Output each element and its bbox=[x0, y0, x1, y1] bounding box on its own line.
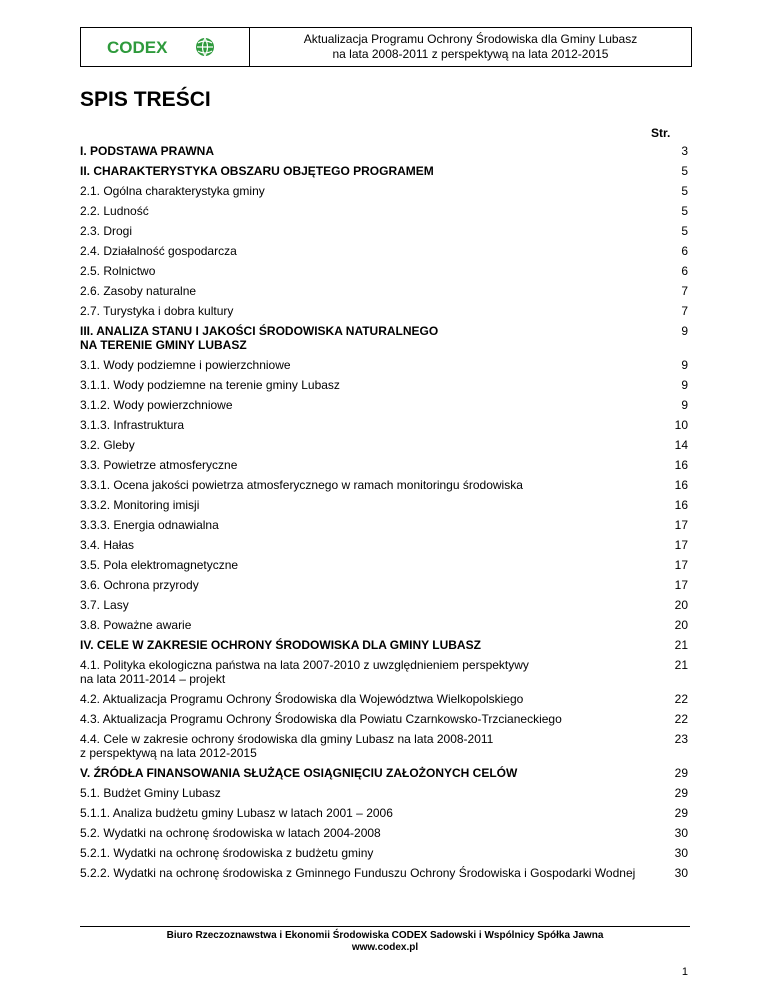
toc-entry-page: 20 bbox=[674, 598, 688, 612]
toc-entry-title: 3.3. Powietrze atmosferyczne bbox=[80, 458, 238, 472]
toc-entry-page: 22 bbox=[674, 712, 688, 726]
toc-entry bbox=[80, 182, 688, 202]
toc-entry bbox=[80, 496, 688, 516]
toc-entry-page: 7 bbox=[681, 284, 688, 298]
toc-entry-title: 2.3. Drogi bbox=[80, 224, 133, 238]
toc-entry-title: 3.8. Poważne awarie bbox=[80, 618, 192, 632]
toc-entry bbox=[80, 162, 688, 182]
footer-divider bbox=[80, 926, 690, 927]
toc-entry-page: 29 bbox=[674, 786, 688, 800]
toc-entry bbox=[80, 282, 688, 302]
toc-entry bbox=[80, 596, 688, 616]
toc-entry bbox=[80, 576, 688, 596]
toc-entry-title: 2.1. Ogólna charakterystyka gminy bbox=[80, 184, 265, 198]
toc-entry-page: 9 bbox=[681, 378, 688, 392]
toc-entry bbox=[80, 376, 688, 396]
page-column-label: Str. bbox=[651, 126, 671, 140]
toc-entry bbox=[80, 222, 688, 242]
toc-entry-title: 3.7. Lasy bbox=[80, 598, 129, 612]
toc-entry bbox=[80, 516, 688, 536]
toc-entry-title: I. PODSTAWA PRAWNA bbox=[80, 144, 215, 158]
toc-entry-title: 3.3.2. Monitoring imisji bbox=[80, 498, 200, 512]
toc-entry-page: 3 bbox=[681, 144, 688, 158]
codex-logo-icon bbox=[105, 36, 225, 58]
toc-entry-page: 30 bbox=[674, 866, 688, 880]
toc-entry bbox=[80, 456, 688, 476]
toc-entry-title: 3.1.2. Wody powierzchniowe bbox=[80, 398, 233, 412]
toc-entry-title: 2.5. Rolnictwo bbox=[80, 264, 156, 278]
toc-entry-title: 2.4. Działalność gospodarcza bbox=[80, 244, 237, 258]
toc-entry bbox=[80, 202, 688, 222]
toc-entry bbox=[80, 784, 688, 804]
toc-entry-title: 3.1. Wody podziemne i powierzchniowe bbox=[80, 358, 291, 372]
toc-entry-title: 2.6. Zasoby naturalne bbox=[80, 284, 197, 298]
table-of-contents bbox=[80, 142, 688, 884]
document-title: SPIS TREŚCI bbox=[80, 88, 211, 111]
toc-entry-page: 23 bbox=[674, 732, 688, 746]
toc-entry bbox=[80, 616, 688, 636]
toc-entry bbox=[80, 764, 688, 784]
header-title-line1: Aktualizacja Programu Ochrony Środowiska dla Gminy Lubasz bbox=[303, 32, 638, 46]
toc-entry-title: 3.6. Ochrona przyrody bbox=[80, 578, 199, 592]
toc-entry-title: II. CHARAKTERYSTYKA OBSZARU OBJĘTEGO PROGRAMEM bbox=[80, 164, 434, 178]
toc-entry bbox=[80, 356, 688, 376]
toc-entry-title: 5.2. Wydatki na ochronę środowiska w latach 2004-2008 bbox=[80, 826, 381, 840]
toc-entry-page: 7 bbox=[681, 304, 688, 318]
toc-entry-page: 16 bbox=[674, 478, 688, 492]
toc-entry-page: 16 bbox=[674, 458, 688, 472]
toc-entry-title: 4.4. Cele w zakresie ochrony środowiska dla gminy Lubasz na lata 2008-2011 z perspektywą na lata 2012-2015 bbox=[80, 732, 494, 760]
toc-entry-page: 5 bbox=[681, 224, 688, 238]
toc-entry bbox=[80, 844, 688, 864]
toc-entry bbox=[80, 322, 688, 356]
toc-entry-title: IV. CELE W ZAKRESIE OCHRONY ŚRODOWISKA DLA GMINY LUBASZ bbox=[80, 638, 481, 652]
toc-entry-page: 9 bbox=[681, 398, 688, 412]
toc-entry-page: 5 bbox=[681, 204, 688, 218]
toc-entry-title: 4.2. Aktualizacja Programu Ochrony Środowiska dla Województwa Wielkopolskiego bbox=[80, 692, 524, 706]
toc-entry-page: 29 bbox=[674, 766, 688, 780]
page-footer bbox=[80, 930, 690, 954]
toc-entry bbox=[80, 864, 688, 884]
toc-entry bbox=[80, 142, 688, 162]
toc-entry-page: 22 bbox=[674, 692, 688, 706]
toc-entry-title: 3.2. Gleby bbox=[80, 438, 135, 452]
toc-entry-title: 3.4. Hałas bbox=[80, 538, 135, 552]
toc-entry bbox=[80, 804, 688, 824]
toc-entry-page: 9 bbox=[681, 324, 688, 338]
toc-entry-title: 5.1.1. Analiza budżetu gminy Lubasz w latach 2001 – 2006 bbox=[80, 806, 393, 820]
toc-entry bbox=[80, 710, 688, 730]
toc-entry bbox=[80, 242, 688, 262]
header-title-line2: na lata 2008-2011 z perspektywą na lata 2012-2015 bbox=[332, 47, 609, 61]
toc-entry bbox=[80, 556, 688, 576]
toc-entry bbox=[80, 636, 688, 656]
toc-entry-page: 17 bbox=[674, 518, 688, 532]
toc-entry-page: 10 bbox=[674, 418, 688, 432]
page-number: 1 bbox=[681, 966, 688, 978]
toc-entry-page: 21 bbox=[674, 638, 688, 652]
toc-entry-page: 29 bbox=[674, 806, 688, 820]
toc-entry bbox=[80, 476, 688, 496]
toc-entry-page: 20 bbox=[674, 618, 688, 632]
toc-entry-page: 6 bbox=[681, 264, 688, 278]
footer-company: Biuro Rzeczoznawstwa i Ekonomii Środowiska CODEX Sadowski i Wspólnicy Spółka Jawna bbox=[166, 930, 604, 941]
toc-entry-title: 2.2. Ludność bbox=[80, 204, 149, 218]
toc-entry-title: 5.2.1. Wydatki na ochronę środowiska z budżetu gminy bbox=[80, 846, 374, 860]
toc-entry bbox=[80, 656, 688, 690]
toc-entry-page: 6 bbox=[681, 244, 688, 258]
toc-entry-page: 14 bbox=[674, 438, 688, 452]
toc-entry-page: 30 bbox=[674, 846, 688, 860]
toc-entry-title: 4.3. Aktualizacja Programu Ochrony Środowiska dla Powiatu Czarnkowsko-Trzcianeckiego bbox=[80, 712, 562, 726]
toc-entry bbox=[80, 302, 688, 322]
toc-entry bbox=[80, 730, 688, 764]
toc-entry bbox=[80, 262, 688, 282]
toc-entry-page: 9 bbox=[681, 358, 688, 372]
toc-entry bbox=[80, 536, 688, 556]
toc-entry-title: 4.1. Polityka ekologiczna państwa na lata 2007-2010 z uwzględnieniem perspektywy na lata 2011-2014 – projekt bbox=[80, 658, 529, 686]
toc-entry bbox=[80, 416, 688, 436]
toc-entry-page: 5 bbox=[681, 164, 688, 178]
toc-entry-title: 5.1. Budżet Gminy Lubasz bbox=[80, 786, 221, 800]
toc-entry-page: 21 bbox=[674, 658, 688, 672]
footer-website: www.codex.pl bbox=[351, 942, 419, 953]
toc-entry-title: 5.2.2. Wydatki na ochronę środowiska z Gminnego Funduszu Ochrony Środowiska i Gospodarki Wodnej bbox=[80, 866, 636, 880]
toc-entry-title: 3.5. Pola elektromagnetyczne bbox=[80, 558, 239, 572]
toc-entry-title: 3.1.1. Wody podziemne na terenie gminy Lubasz bbox=[80, 378, 340, 392]
company-logo bbox=[81, 28, 250, 66]
toc-entry-page: 17 bbox=[674, 578, 688, 592]
toc-entry-title: III. ANALIZA STANU I JAKOŚCI ŚRODOWISKA NATURALNEGO NA TERENIE GMINY LUBASZ bbox=[80, 324, 439, 352]
toc-entry-title: 2.7. Turystyka i dobra kultury bbox=[80, 304, 234, 318]
toc-entry-title: 3.1.3. Infrastruktura bbox=[80, 418, 185, 432]
toc-entry-page: 5 bbox=[681, 184, 688, 198]
toc-entry-page: 30 bbox=[674, 826, 688, 840]
toc-entry-page: 17 bbox=[674, 538, 688, 552]
toc-entry bbox=[80, 436, 688, 456]
toc-entry-title: 3.3.1. Ocena jakości powietrza atmosferycznego w ramach monitoringu środowiska bbox=[80, 478, 523, 492]
toc-entry bbox=[80, 690, 688, 710]
page-header bbox=[80, 27, 692, 67]
toc-entry-title: V. ŹRÓDŁA FINANSOWANIA SŁUŻĄCE OSIĄGNIĘCIU ZAŁOŻONYCH CELÓW bbox=[80, 766, 518, 780]
toc-entry-title: 3.3.3. Energia odnawialna bbox=[80, 518, 219, 532]
logo-text: CODEX bbox=[107, 38, 168, 57]
toc-entry-page: 16 bbox=[674, 498, 688, 512]
toc-entry bbox=[80, 396, 688, 416]
toc-entry bbox=[80, 824, 688, 844]
toc-entry-page: 17 bbox=[674, 558, 688, 572]
